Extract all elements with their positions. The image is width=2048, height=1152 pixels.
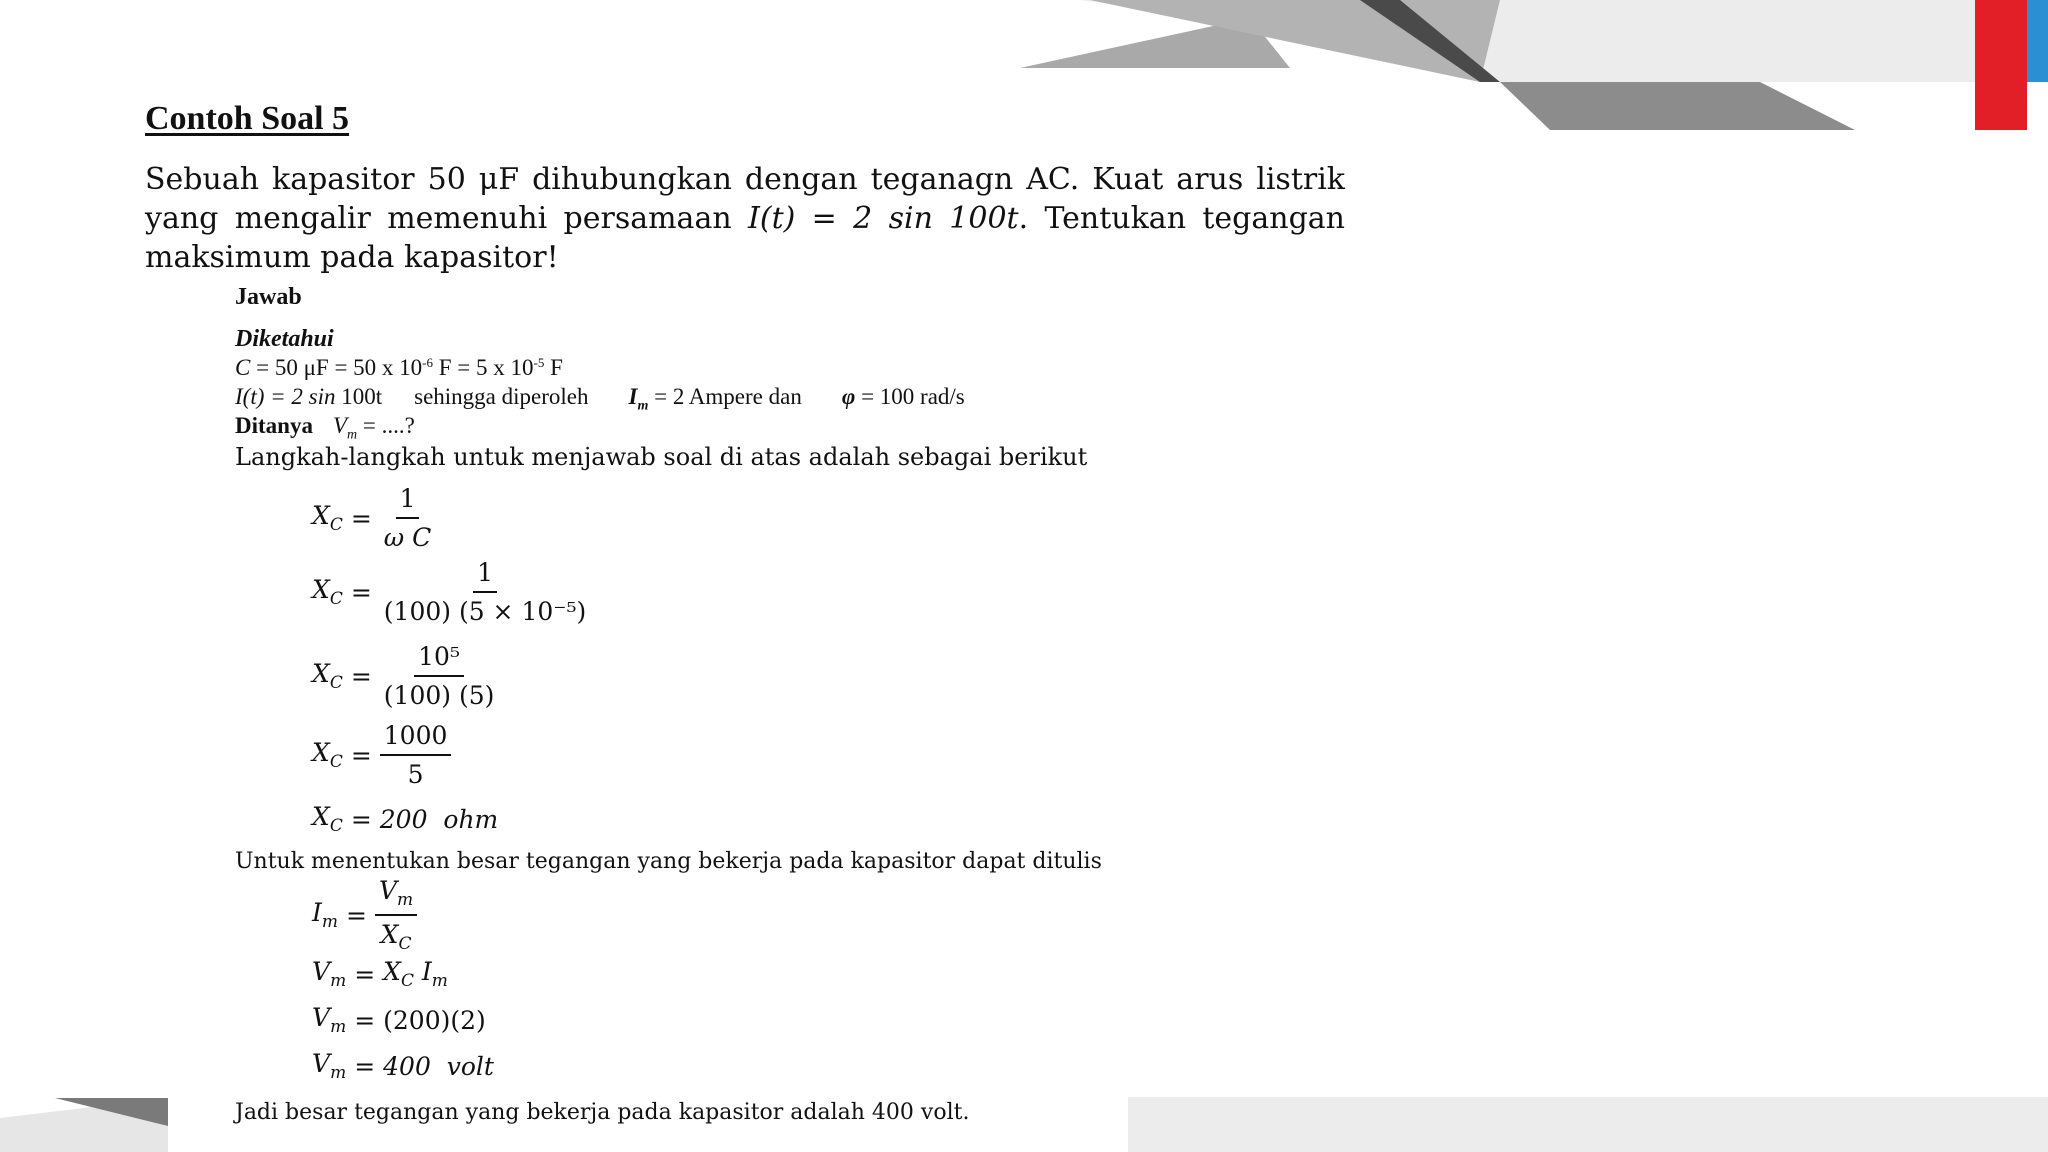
asked-line: Ditanya $V_m$ = ....? [235,413,415,443]
answer-heading: Jawab [235,284,302,310]
conclusion: Jadi besar tegangan yang bekerja pada kapasitor adalah 400 volt. [235,1100,970,1125]
xc-step-5: $X_C$ = 200 ohm [312,802,499,836]
voltage-intro: Untuk menentukan besar tegangan yang bekerja pada kapasitor dapat ditulis [235,849,1102,874]
problem-text-after: . Tentukan tegangan maksimum pada kapasitor! [145,201,1346,275]
page-title: Contoh Soal 5 [145,100,350,137]
xc-step-1: $X_C$ = $\frac{1}{\text{ω C}}$ [312,484,435,552]
problem-statement [145,160,1345,277]
vm-step-2: $V_m$ = $X_C$ $I_m$ [312,957,448,991]
problem-equation: I(t) = 2 sin 100t [748,201,1019,236]
vm-step-4: $V_m$ = 400 volt [312,1049,494,1083]
fraction: $\frac{V_m}{X_C}$ [375,876,417,954]
known-current: I(t) = 2 sin 100t sehingga diperoleh $I_m = 2$ Ampere dan φ = 100 rad/s [235,384,965,414]
known-heading: Diketahui [235,326,334,352]
vm-step-1: $I_m$ = $\frac{V_m}{X_C}$ [312,876,417,954]
vm-step-3: $V_m$ = (200)(2) [312,1003,486,1037]
steps-intro: Langkah-langkah untuk menjawab soal di atas adalah sebagai berikut [235,443,1088,471]
xc-step-4: $X_C$ = $\frac{1000}{5}$ [312,721,451,789]
fraction: $\frac{1}{\text{ω C}}$ [383,484,432,552]
problem-text-before: Sebuah kapasitor 50 μF dihubungkan dengan teganagn AC. Kuat arus listrik yang mengalir memenuhi persamaan [145,162,1345,236]
fraction: $\frac{\text{10⁵}}{(100) (5)}$ [383,642,495,710]
fraction: $\frac{1}{\text{(100) (5 × 10⁻⁵)}}$ [383,558,587,626]
fraction: $\frac{1000}{5}$ [380,721,452,789]
xc-step-2: $X_C$ = $\frac{1}{\text{(100) (5 × 10⁻⁵)}}$ [312,558,590,626]
xc-step-3: $X_C$ = $\frac{\text{10⁵}}{(100) (5)}$ [312,642,498,710]
known-capacitance: C = 50 μF = 50 x $10^{-6}$ F = 5 x $10^{-5}$ F [235,355,563,380]
